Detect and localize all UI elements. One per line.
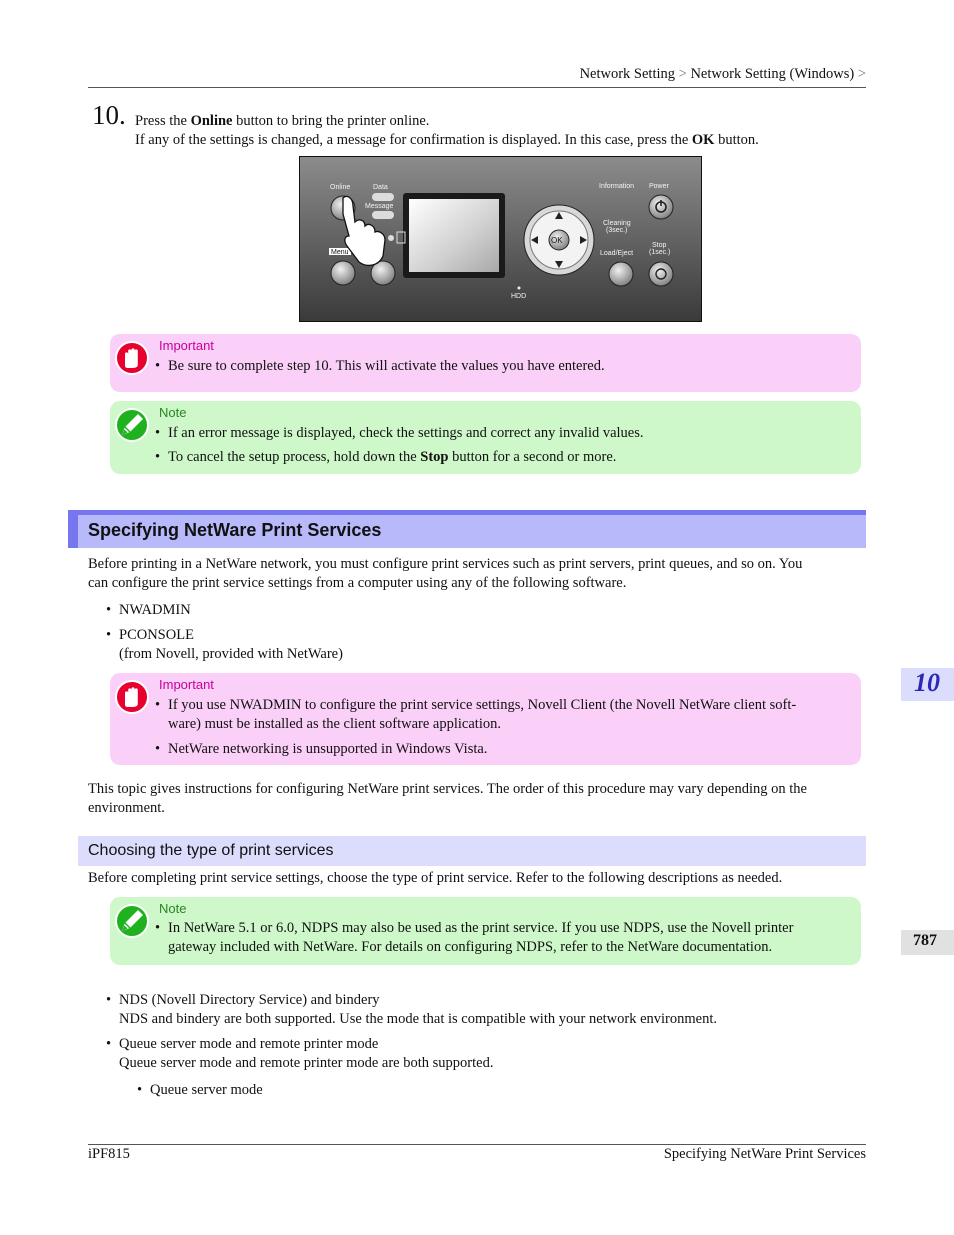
list-item: • Queue server mode and remote printer mode Queue server mode and remote printer mode are both supported. — [106, 1036, 494, 1071]
page-number: 787 — [913, 932, 937, 949]
callout-item: • Be sure to complete step 10. This will activate the values you have entered. — [155, 357, 851, 376]
panel-label-data: Data — [373, 184, 388, 191]
subsection-heading — [78, 836, 866, 866]
callout-list — [155, 696, 851, 759]
footer-rule — [88, 1144, 866, 1145]
list-item: • NWADMIN — [106, 602, 191, 618]
callout-list — [155, 357, 851, 376]
note-callout — [110, 897, 861, 965]
panel-label-load-eject: Load/Eject — [600, 250, 634, 257]
section-title: Specifying NetWare Print Services — [88, 520, 382, 540]
breadcrumb — [580, 66, 866, 83]
pencil-note-icon — [114, 407, 150, 443]
callout-title: Note — [159, 901, 187, 916]
panel-label-online: Online — [330, 184, 351, 191]
control-panel-illustration — [299, 156, 702, 322]
paragraph: Before completing print service settings, choose the type of print service. Refer to the following descriptions as needed. — [88, 870, 783, 886]
panel-label-message: Message — [365, 203, 394, 210]
header-rule — [88, 87, 866, 88]
panel-label-power: Power — [649, 183, 669, 190]
footer-section-title: Specifying NetWare Print Services — [663, 1146, 866, 1162]
important-callout — [110, 673, 861, 765]
stop-hand-icon — [114, 340, 150, 376]
panel-label-cleaning: Cleaning — [603, 220, 631, 227]
list-item: • Queue server mode — [137, 1082, 263, 1098]
important-callout — [110, 334, 861, 392]
step-line: If any of the settings is changed, a message for confirmation is displayed. In this case, press the OK button. — [135, 132, 759, 148]
step-line: Press the Online button to bring the printer online. — [135, 113, 430, 129]
breadcrumb-separator: > — [857, 66, 866, 82]
panel-label-hdd: HDD — [511, 293, 527, 300]
paragraph: Before printing in a NetWare network, you must configure print services such as print servers, print queues, and so on. You can configure the print service settings from a computer using any of the following software. — [88, 556, 803, 591]
callout-item: • NetWare networking is unsupported in Windows Vista. — [155, 740, 851, 759]
breadcrumb-item[interactable]: Network Setting — [579, 66, 676, 82]
callout-item: • If you use NWADMIN to configure the print service settings, Novell Client (the Novell NetWare client soft- ware) must be installed as the client software application. — [155, 696, 851, 734]
callout-item: • To cancel the setup process, hold down the Stop button for a second or more. — [155, 448, 851, 467]
stop-hand-icon — [114, 679, 150, 715]
callout-title: Note — [159, 405, 187, 420]
subsection-title: Choosing the type of print services — [88, 842, 334, 859]
panel-label-stop: Stop — [652, 242, 667, 249]
panel-label-menu: Menu — [331, 249, 349, 256]
pencil-note-icon — [114, 903, 150, 939]
panel-label-stop-sub: (1sec.) — [649, 249, 671, 256]
callout-title: Important — [159, 338, 214, 353]
panel-label-information: Information — [599, 183, 635, 190]
callout-item: • In NetWare 5.1 or 6.0, NDPS may also be used as the print service. If you use NDPS, use the Novell printer gateway included with NetWare. For details on configuring NDPS, refer to the NetWare documentation. — [155, 919, 851, 957]
page-number-tab — [901, 930, 954, 955]
footer-model: iPF815 — [88, 1146, 130, 1162]
note-callout — [110, 401, 861, 474]
callout-item: • If an error message is displayed, check the settings and correct any invalid values. — [155, 424, 851, 443]
list-item: • PCONSOLE (from Novell, provided with NetWare) — [106, 627, 343, 662]
callout-title: Important — [159, 677, 214, 692]
callout-list — [155, 919, 851, 957]
breadcrumb-separator: > — [678, 66, 687, 82]
breadcrumb-item[interactable]: Network Setting (Windows) — [690, 66, 855, 82]
chapter-number: 10 — [914, 668, 940, 697]
step-number: 10. — [92, 100, 126, 130]
list-item: • NDS (Novell Directory Service) and bindery NDS and bindery are both supported. Use the mode that is compatible with your network environment. — [106, 992, 717, 1027]
chapter-tab[interactable] — [901, 668, 954, 701]
paragraph: This topic gives instructions for configuring NetWare print services. The order of this procedure may vary depending on the environment. — [88, 781, 807, 816]
callout-list — [155, 424, 851, 467]
panel-label-cleaning-sub: (3sec.) — [606, 227, 628, 234]
panel-label-ok: OK — [551, 236, 563, 245]
section-heading — [68, 510, 866, 548]
